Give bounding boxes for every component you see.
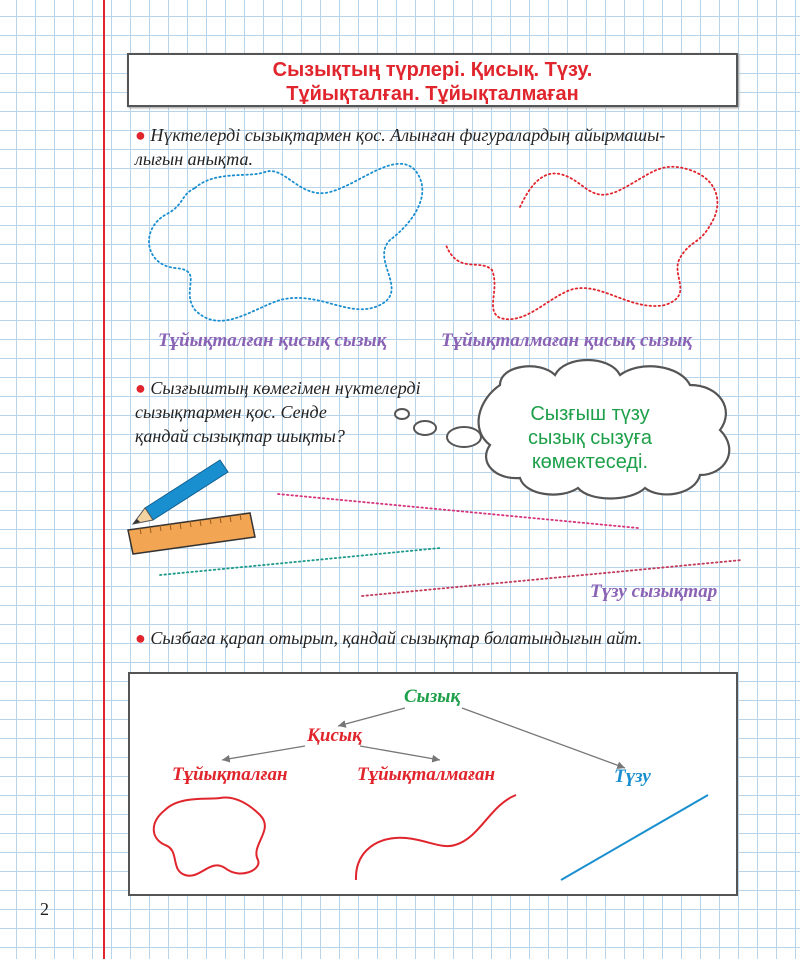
bullet: ●: [135, 125, 146, 145]
title-line2: Тұйықталған. Тұйықталмаған: [286, 83, 579, 105]
arrow-root-straight: [462, 708, 625, 768]
task1-line1: Нүктелерді сызықтармен қос. Алынған фигуралардың айырмашы-: [145, 125, 666, 145]
cloud-line2: сызық сызуға: [528, 427, 652, 449]
open-curve-sample: [356, 795, 516, 880]
task2-line3: қандай сызықтар шықты?: [135, 426, 345, 446]
closed-curve-sample: [154, 797, 265, 875]
arrow-curve-open: [360, 746, 440, 760]
diagram-open: Тұйықталмаған: [357, 764, 496, 785]
task2-line2: сызықтармен қос. Сенде: [135, 402, 327, 422]
diagram-straight: Түзу: [614, 766, 651, 787]
task2-line1: Сызғыштың көмегімен нүктелерді: [145, 378, 421, 398]
arrow-root-curve: [338, 708, 405, 726]
label-closed: Тұйықталған қисық сызық: [158, 330, 387, 351]
label-open: Тұйықталмаған қисық сызық: [441, 330, 692, 351]
diagram-closed: Тұйықталған: [172, 764, 288, 785]
diagram-curve: Қисық: [307, 725, 362, 746]
task1-line2: лығын анықта.: [135, 149, 253, 169]
cloud-line1: Сызғыш түзу: [530, 403, 650, 425]
arrow-curve-closed: [222, 746, 305, 760]
label-straight: Түзу сызықтар: [590, 581, 718, 602]
task3-line: Сызбаға қарап отырып, қандай сызықтар болатындығын айт.: [145, 628, 643, 648]
cloud-line3: көмектеседі.: [531, 451, 649, 473]
bullet: ●: [135, 378, 146, 398]
title-line1: Сызықтың түрлері. Қисық. Түзу.: [272, 59, 593, 81]
diagram-root: Сызық: [404, 686, 461, 707]
straight-line-sample: [561, 795, 708, 880]
bullet: ●: [135, 628, 146, 648]
page-number: 2: [40, 899, 49, 919]
